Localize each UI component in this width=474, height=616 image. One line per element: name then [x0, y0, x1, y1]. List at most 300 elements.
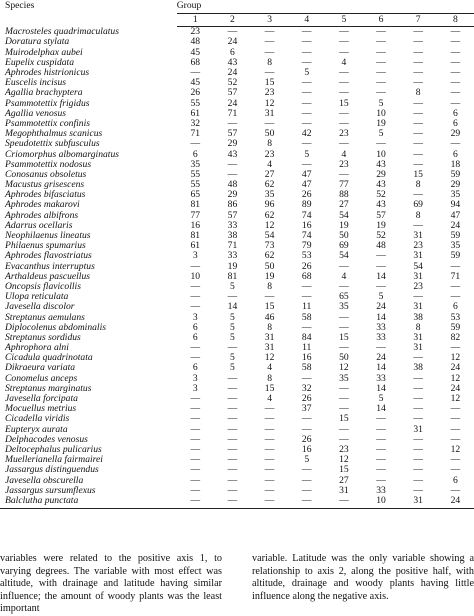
group-value-cell: — — [450, 46, 461, 58]
group-value-cell: — — [214, 496, 251, 509]
group-number: 2 — [214, 14, 251, 27]
species-name: Eupteryx aurata — [5, 423, 68, 435]
species-name: Streptanus aemulans — [5, 311, 85, 323]
group-value-cell: 32 — [301, 382, 312, 394]
group-value-cell: 4 — [341, 270, 347, 282]
species-name: Speudotettix subfusculus — [5, 138, 100, 150]
species-name: Macrosteles quadrimaculatus — [5, 26, 119, 38]
group-value-cell: 6 — [452, 117, 458, 129]
group-value-cell: 29 — [227, 189, 238, 201]
group-value-cell: 48 — [227, 179, 238, 191]
group-value-cell: — — [227, 443, 238, 455]
group-value-cell: — — [376, 280, 386, 292]
group-value-cell: — — [301, 413, 312, 425]
group-value-cell: 8 — [415, 179, 421, 191]
group-value-cell: 5 — [230, 321, 235, 333]
group-value-cell: — — [339, 168, 349, 180]
table-row — [0, 149, 474, 159]
group-value-cell: 31 — [413, 230, 423, 242]
group-value-cell: 31 — [400, 496, 437, 509]
species-name: Muirodelphax aubei — [5, 46, 83, 58]
group-value-cell: — — [450, 413, 461, 425]
group-value-cell: — — [190, 280, 201, 292]
group-value-cell: — — [450, 280, 461, 292]
group-value-cell: 54 — [413, 260, 423, 272]
group-value-cell: — — [227, 168, 238, 180]
group-value-cell: 31 — [413, 270, 423, 282]
species-name: Aphrodes albifrons — [5, 209, 79, 221]
group-value-cell: 23 — [264, 148, 275, 160]
species-name: Adarrus ocellaris — [5, 219, 73, 231]
group-value-cell: 38 — [227, 230, 238, 242]
group-value-cell: — — [301, 36, 312, 48]
group-value-cell: — — [301, 107, 312, 119]
group-value-cell: 24 — [450, 362, 461, 374]
group-value-cell: — — [227, 342, 238, 354]
group-value-cell: 35 — [190, 158, 201, 170]
species-name: Dikraeura variata — [5, 362, 76, 374]
group-value-cell: — — [413, 382, 423, 394]
group-value-cell: 59 — [450, 321, 461, 333]
group-value-cell: 69 — [339, 240, 349, 252]
species-name: Jassargus sursumflexus — [5, 484, 96, 496]
group-value-cell: 52 — [376, 189, 386, 201]
table-body — [0, 27, 474, 509]
group-value-cell: 8 — [267, 280, 272, 292]
group-value-cell: — — [264, 117, 275, 129]
group-value-cell: — — [339, 26, 349, 38]
group-value-cell: — — [301, 26, 312, 38]
group-value-cell: — — [339, 260, 349, 272]
table-row — [0, 496, 474, 509]
group-value-cell: — — [190, 433, 201, 445]
group-value-cell: — — [376, 26, 386, 38]
table-row — [0, 37, 474, 47]
group-value-cell: 26 — [301, 433, 312, 445]
group-value-cell: — — [339, 46, 349, 58]
group-value-cell: — — [301, 158, 312, 170]
species-name: Neophilaenus lineatus — [5, 230, 91, 242]
group-value-cell: 81 — [190, 230, 201, 242]
table-row — [0, 414, 474, 424]
species-name: Euscelis incisus — [5, 77, 67, 89]
group-value-cell: — — [177, 496, 214, 509]
species-name: Delphacodes venosus — [5, 433, 88, 445]
species-name: Streptanus sordidus — [5, 331, 81, 343]
group-value-cell: 5 — [378, 97, 384, 109]
group-value-cell: 24 — [227, 97, 238, 109]
group-value-cell: 4 — [341, 56, 347, 68]
group-value-cell: — — [264, 413, 275, 425]
group-value-cell: 12 — [339, 362, 349, 374]
group-value-cell: 12 — [264, 352, 275, 364]
group-value-cell: — — [227, 117, 238, 129]
group-value-cell: — — [301, 484, 312, 496]
species-name: Philaenus spumarius — [5, 240, 86, 252]
group-value-cell: — — [413, 454, 423, 466]
group-value-cell: 26 — [301, 189, 312, 201]
group-value-cell: — — [413, 372, 423, 384]
group-value-cell: — — [301, 77, 312, 89]
body-text — [0, 553, 474, 615]
group-value-cell: — — [413, 36, 423, 48]
group-value-cell: 12 — [339, 454, 349, 466]
group-value-cell: 31 — [264, 342, 275, 354]
species-name: Aphrodes makarovi — [5, 199, 80, 211]
group-value-cell: — — [190, 474, 201, 486]
group-value-cell: 68 — [190, 56, 201, 68]
group-value-cell: 5 — [304, 67, 310, 79]
group-value-cell: 5 — [230, 331, 235, 343]
group-value-cell: — — [376, 443, 386, 455]
group-value-cell: 4 — [341, 148, 347, 160]
group-value-cell: — — [450, 26, 461, 38]
table-row — [0, 88, 474, 98]
species-name: Balclutha punctata — [0, 496, 177, 509]
group-value-cell: 19 — [339, 219, 349, 231]
group-value-cell: 43 — [376, 179, 386, 191]
group-value-cell: 52 — [376, 230, 386, 242]
group-value-cell: 59 — [450, 230, 461, 242]
group-value-cell: 42 — [301, 128, 312, 140]
group-value-cell: — — [227, 474, 238, 486]
group-value-cell: 68 — [301, 270, 312, 282]
group-value-cell: 45 — [190, 77, 201, 89]
species-name: Aphrodes histrionicus — [5, 67, 90, 79]
table-row — [0, 27, 474, 38]
group-value-cell: 27 — [264, 168, 275, 180]
group-value-cell: 16 — [190, 219, 201, 231]
group-value-cell: — — [301, 321, 312, 333]
group-value-cell: — — [301, 117, 312, 129]
group-value-cell: 35 — [264, 189, 275, 201]
group-value-cell: — — [339, 280, 349, 292]
table-row — [0, 404, 474, 414]
group-value-cell: 48 — [190, 36, 201, 48]
group-value-cell: — — [339, 138, 349, 150]
group-value-cell: 12 — [450, 372, 461, 384]
group-value-cell: 8 — [267, 56, 272, 68]
group-value-cell: 12 — [450, 393, 461, 405]
species-name: Oncopsis flavicollis — [5, 280, 81, 292]
group-value-cell: 6 — [452, 107, 458, 119]
group-value-cell: — — [264, 291, 275, 303]
group-value-cell: 5 — [378, 291, 384, 303]
group-value-cell: 71 — [227, 240, 238, 252]
group-value-cell: 19 — [376, 117, 386, 129]
group-value-cell: — — [251, 496, 288, 509]
group-value-cell: 31 — [264, 331, 275, 343]
group-value-cell: 15 — [264, 301, 275, 313]
group-value-cell: 50 — [339, 352, 349, 364]
group-value-cell: — — [376, 464, 386, 476]
text-column-right — [252, 553, 474, 603]
group-value-cell: — — [264, 474, 275, 486]
group-value-cell: 10 — [362, 496, 399, 509]
group-value-cell: — — [190, 403, 201, 415]
table-row — [0, 282, 474, 292]
group-value-cell: — — [413, 77, 423, 89]
group-value-cell: 31 — [413, 331, 423, 343]
group-value-cell: — — [190, 454, 201, 466]
group-value-cell: — — [376, 250, 386, 262]
group-value-cell: — — [450, 77, 461, 89]
group-value-cell: — — [339, 117, 349, 129]
group-value-cell: 84 — [301, 331, 312, 343]
table-row — [0, 200, 474, 210]
group-value-cell: — — [413, 117, 423, 129]
species-name: Agallia brachyptera — [5, 87, 83, 99]
group-number: 4 — [288, 14, 325, 27]
group-value-cell: 33 — [227, 219, 238, 231]
group-value-cell: 10 — [190, 270, 201, 282]
group-value-cell: 55 — [190, 179, 201, 191]
group-value-cell: — — [413, 67, 423, 79]
group-value-cell: 50 — [264, 260, 275, 272]
group-value-cell: 6 — [192, 148, 198, 160]
group-value-cell: 81 — [190, 199, 201, 211]
group-value-cell: 5 — [230, 311, 235, 323]
group-value-cell: — — [450, 423, 461, 435]
group-value-cell: — — [413, 219, 423, 231]
group-value-cell: 33 — [376, 321, 386, 333]
group-value-cell: — — [301, 474, 312, 486]
group-value-cell: 77 — [190, 209, 201, 221]
group-value-cell: 55 — [190, 97, 201, 109]
group-value-cell: 43 — [227, 148, 238, 160]
species-name: Psammotettix confinis — [5, 117, 90, 129]
group-value-cell: — — [190, 393, 201, 405]
group-value-cell: 5 — [230, 352, 235, 364]
group-number: 1 — [177, 14, 214, 27]
group-value-cell: 14 — [376, 382, 386, 394]
group-value-cell: — — [450, 403, 461, 415]
group-value-cell: 52 — [227, 77, 238, 89]
group-value-cell: 5 — [378, 128, 384, 140]
group-number: 6 — [362, 14, 399, 27]
group-value-cell: — — [288, 496, 325, 509]
group-value-cell: — — [227, 484, 238, 496]
group-value-cell: — — [450, 433, 461, 445]
group-value-cell: — — [450, 36, 461, 48]
group-value-cell: 3 — [192, 250, 198, 262]
group-value-cell: 27 — [339, 474, 349, 486]
species-name: Ulopa reticulata — [5, 291, 69, 303]
group-value-cell: 57 — [227, 128, 238, 140]
species-name: Criomorphus albomarginatus — [5, 148, 119, 160]
group-value-cell: — — [264, 403, 275, 415]
group-value-cell: — — [450, 454, 461, 466]
group-value-cell: 26 — [301, 260, 312, 272]
group-value-cell: 31 — [339, 484, 349, 496]
group-value-cell: 16 — [301, 443, 312, 455]
group-value-cell: 77 — [339, 179, 349, 191]
group-value-cell: — — [301, 97, 312, 109]
species-name: Mocuellus metrius — [5, 403, 77, 415]
group-value-cell: — — [190, 352, 201, 364]
group-value-cell: — — [301, 291, 312, 303]
group-value-cell: — — [376, 474, 386, 486]
group-value-cell: — — [301, 280, 312, 292]
species-name: Aphrophora alni — [5, 342, 69, 354]
group-value-cell: — — [413, 352, 423, 364]
group-value-cell: — — [450, 138, 461, 150]
group-value-cell: — — [413, 128, 423, 140]
group-value-cell: 74 — [301, 230, 312, 242]
group-value-cell: 33 — [376, 484, 386, 496]
group-value-cell: 27 — [339, 199, 349, 211]
group-value-cell: 6 — [452, 148, 458, 160]
group-value-cell: 71 — [190, 128, 201, 140]
group-value-cell: — — [413, 443, 423, 455]
group-value-cell: 89 — [301, 199, 312, 211]
group-value-cell: 15 — [339, 413, 349, 425]
group-value-cell: 57 — [227, 87, 238, 99]
group-value-cell: — — [190, 67, 201, 79]
species-name: Conomelus anceps — [5, 372, 78, 384]
group-number: 5 — [325, 14, 362, 27]
species-name: Agallia venosus — [5, 107, 67, 119]
group-value-cell: 62 — [264, 250, 275, 262]
group-value-cell: 4 — [267, 393, 272, 405]
group-value-cell: — — [264, 443, 275, 455]
group-value-cell: — — [413, 413, 423, 425]
group-value-cell: 47 — [301, 179, 312, 191]
group-value-cell: 16 — [301, 219, 312, 231]
group-value-cell: 54 — [339, 209, 349, 221]
group-value-cell: — — [264, 36, 275, 48]
group-value-cell: 8 — [267, 372, 272, 384]
group-value-cell: 11 — [302, 301, 312, 313]
group-value-cell: 15 — [264, 77, 275, 89]
group-value-cell: — — [413, 403, 423, 415]
group-value-cell: 58 — [301, 362, 312, 374]
group-value-cell: — — [376, 423, 386, 435]
group-value-cell: — — [227, 464, 238, 476]
group-value-cell: 23 — [339, 443, 349, 455]
paragraph-left: variables were related to the positive axis 1, to varying degrees. The variable with most effect was altitude, with drainage and latitude having similar influence; the amount of woody plants was the least important — [0, 553, 222, 615]
group-value-cell: 96 — [264, 199, 275, 211]
group-value-cell: — — [450, 484, 461, 496]
group-value-cell: 12 — [450, 352, 461, 364]
group-value-cell: 48 — [376, 240, 386, 252]
group-value-cell: 6 — [192, 321, 198, 333]
group-value-cell: 69 — [413, 199, 423, 211]
group-value-cell: 37 — [301, 403, 312, 415]
group-value-cell: 50 — [339, 230, 349, 242]
group-value-cell: — — [227, 423, 238, 435]
group-value-cell: 23 — [339, 128, 349, 140]
species-name: Aphrodes bifasciatus — [5, 189, 86, 201]
group-value-cell: — — [413, 433, 423, 445]
group-value-cell: — — [190, 291, 201, 303]
group-value-cell: — — [450, 67, 461, 79]
table-row — [0, 139, 474, 149]
group-value-cell: 29 — [376, 168, 386, 180]
species-name: Javesella obscurella — [5, 474, 84, 486]
group-value-cell: 3 — [192, 311, 198, 323]
group-value-cell: 59 — [450, 168, 461, 180]
group-value-cell: — — [376, 56, 386, 68]
table-row — [0, 363, 474, 373]
group-value-cell: — — [413, 393, 423, 405]
group-value-cell: — — [450, 291, 461, 303]
group-value-cell: — — [264, 433, 275, 445]
group-value-cell: — — [301, 423, 312, 435]
group-value-cell: — — [190, 413, 201, 425]
group-value-cell: 29 — [227, 138, 238, 150]
group-number-row — [0, 14, 474, 27]
table-row — [0, 68, 474, 78]
group-value-cell: 8 — [415, 87, 421, 99]
group-value-cell: 35 — [450, 189, 461, 201]
group-value-cell: — — [227, 413, 238, 425]
group-value-cell: — — [227, 403, 238, 415]
group-value-cell: — — [264, 454, 275, 466]
group-value-cell: 65 — [339, 291, 349, 303]
group-number: 8 — [437, 14, 474, 27]
group-value-cell: 61 — [190, 107, 201, 119]
group-value-cell: — — [339, 433, 349, 445]
group-value-cell: — — [227, 382, 238, 394]
group-value-cell: — — [413, 474, 423, 486]
table-row — [0, 465, 474, 475]
group-value-cell: 38 — [413, 311, 423, 323]
group-value-cell: — — [413, 148, 423, 160]
group-value-cell: 62 — [264, 209, 275, 221]
group-value-cell: 35 — [339, 372, 349, 384]
group-value-cell: — — [413, 56, 423, 68]
group-value-cell: 47 — [301, 168, 312, 180]
group-value-cell: 59 — [450, 250, 461, 262]
group-value-cell: — — [339, 382, 349, 394]
group-value-cell: 12 — [450, 443, 461, 455]
species-name: Deltocephalus pulicarius — [5, 443, 102, 455]
group-value-cell: — — [301, 87, 312, 99]
group-value-cell: — — [413, 107, 423, 119]
group-value-cell: 29 — [450, 179, 461, 191]
group-value-cell: 3 — [192, 382, 198, 394]
group-value-cell: — — [413, 158, 423, 170]
group-value-cell: 71 — [450, 270, 461, 282]
group-column-header: Group — [177, 0, 474, 14]
group-value-cell: 81 — [227, 270, 238, 282]
paragraph-right: variable. Latitude was the only variable showing a relationship to axis 2, along the positive half, with altitude, drainage and woody plants having little influence along the negative axis. — [252, 553, 474, 602]
group-value-cell: 46 — [264, 311, 275, 323]
group-value-cell: — — [264, 46, 275, 58]
group-value-cell: — — [376, 87, 386, 99]
group-value-cell: — — [376, 454, 386, 466]
group-value-cell: 24 — [450, 382, 461, 394]
group-value-cell: — — [339, 67, 349, 79]
group-value-cell: — — [227, 158, 238, 170]
species-name: Javesella forcipata — [5, 393, 78, 405]
group-value-cell: — — [339, 77, 349, 89]
species-name: Macustus grisescens — [5, 179, 85, 191]
group-value-cell: — — [301, 464, 312, 476]
group-value-cell: 5 — [304, 148, 310, 160]
group-value-cell: 18 — [450, 158, 461, 170]
group-value-cell: 62 — [264, 179, 275, 191]
group-value-cell: 10 — [376, 107, 386, 119]
group-value-cell: 10 — [376, 148, 386, 160]
species-name: Aphrodes flavostriatus — [5, 250, 92, 262]
group-value-cell: 6 — [452, 301, 458, 313]
group-value-cell: 5 — [304, 454, 310, 466]
species-name: Muellerianella fairmairei — [5, 454, 103, 466]
group-value-cell: 58 — [301, 311, 312, 323]
group-value-cell: 57 — [227, 209, 238, 221]
